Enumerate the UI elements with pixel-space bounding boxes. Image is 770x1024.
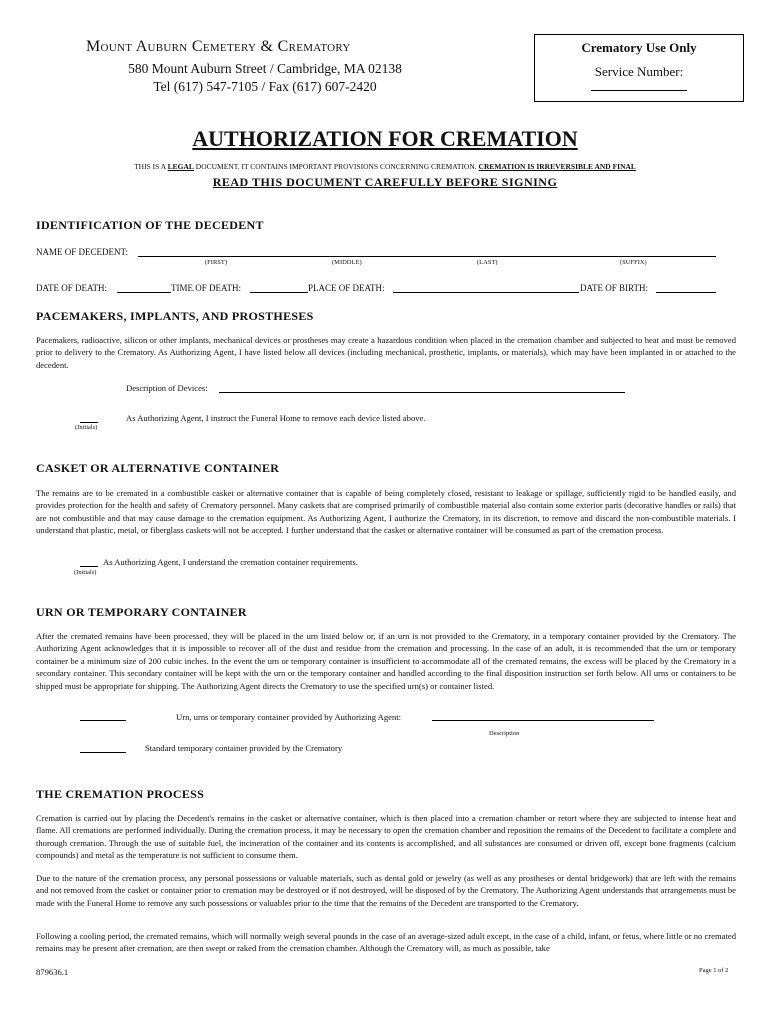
urn-option1-text: Urn, urns or temporary container provided by Authorizing Agent: <box>176 712 402 722</box>
warning-irreversible: CREMATION IS IRREVERSIBLE AND FINAL <box>478 162 636 171</box>
casket-heading: CASKET OR ALTERNATIVE CONTAINER <box>36 461 280 475</box>
identification-heading: IDENTIFICATION OF THE DECEDENT <box>36 218 264 232</box>
pacemakers-heading: PACEMAKERS, IMPLANTS, AND PROSTHESES <box>36 309 314 323</box>
pacemakers-instruct-text: As Authorizing Agent, I instruct the Funeral Home to remove each device listed above. <box>126 413 426 423</box>
decedent-name-field[interactable] <box>138 256 716 257</box>
urn-description-label: Description <box>489 730 520 737</box>
time-of-death-field[interactable] <box>250 292 308 293</box>
warning-text-1: THIS IS A <box>134 162 168 171</box>
casket-agree-text: As Authorizing Agent, I understand the cremation container requirements. <box>103 557 358 567</box>
warning-legal: LEGAL <box>167 162 194 171</box>
date-of-death-field[interactable] <box>117 292 171 293</box>
date-of-birth-label: DATE OF BIRTH: <box>580 283 648 293</box>
crematory-use-only-box <box>534 34 744 102</box>
urn-heading: URN OR TEMPORARY CONTAINER <box>36 605 247 619</box>
process-para-2: Due to the nature of the cremation process, any personal possessions or valuable materials, such as dental gold or jewelry (as well as any prostheses or dental bridgework) that are left with the remains and not removed from the casket or container prior to cremation may be destroyed or if not destroyed, will be disposed of by the Crematory. The Authorizing Agent understands that arrangements must be made with the Funeral Home to remove any such possessions or valuables prior to the time that the remains of the Decedent are transported to the Crematory. <box>36 873 736 908</box>
document-number: 879636.1 <box>36 967 69 977</box>
date-of-death-label: DATE OF DEATH: <box>36 283 107 293</box>
casket-initials-label: (Initials) <box>74 569 97 576</box>
urn-option2-text: Standard temporary container provided by the Crematory <box>145 743 343 753</box>
casket-body: The remains are to be cremated in a combustible casket or alternative container that is capable of being completely closed, resistant to leakage or spillage, sufficiently rigid to be handled easily, and provides protection for the health and safety of Crematory personnel. Many caskets that are comprised primarily of combustible material also contain some exterior parts (decorative handles or rails) that are not combustible and that may cause damage to the cremation equipment. As Authorizing Agent, I authorize the Crematory, in its discretion, to remove and discard the non-combustible materials. I understand that plastic, metal, or fiberglass caskets will not be accepted. I further understand that the casket or alternative container will be consumed as part of the cremation process. <box>36 488 736 536</box>
urn-option2-check[interactable] <box>80 752 126 753</box>
place-of-death-field[interactable] <box>393 292 579 293</box>
place-of-death-label: PLACE OF DEATH: <box>308 283 385 293</box>
name-part-middle: (MIDDLE) <box>332 259 362 266</box>
organization-name: Mount Auburn Cemetery & Crematory <box>86 38 351 55</box>
decedent-name-label: NAME OF DECEDENT: <box>36 247 129 257</box>
devices-description-field[interactable] <box>219 392 625 393</box>
urn-body: After the cremated remains have been processed, they will be placed in the urn listed below or, if an urn is not provided to the Crematory, in a temporary container provided by the Crematory. The Authorizing Agent acknowledges that it is impossible to recover all of the dust and residue from the cremation and processing. In the case of an adult, it is recommended that the urn or temporary container be a minimum size of 200 cubic inches. In the event the urn or temporary container is insufficient to accommodate all of the cremated remains, the excess will be placed by the Crematory in a secondary container. This secondary container will be kept with the urn or the temporary container and handled according to the final disposition instruction set forth below. All urns or containers to be shipped must be appropriate for shipping. The Authorizing Agent directs the Crematory to use the specified urn(s) or container listed. <box>36 631 736 691</box>
devices-label: Description of Devices: <box>126 383 208 393</box>
pacemakers-initials-label: (Initials) <box>75 424 98 431</box>
name-part-first: (FIRST) <box>205 259 228 266</box>
process-para-1: Cremation is carried out by placing the Decedent's remains in the casket or alternative container, which is then placed into a cremation chamber or retort where they are subjected to intense heat and flame. All cremations are performed individually. During the cremation process, it may be necessary to open the cremation chamber and reposition the remains of the Decedent to facilitate a complete and thorough cremation. Through the use of suitable fuel, the incineration of the container and its contents is accomplished, and all substances are consumed or driven off, except bone fragments (calcium compounds) and metal as the temperature is not sufficient to consume them. <box>36 813 736 861</box>
casket-initials-field[interactable] <box>80 566 98 567</box>
service-number-field[interactable] <box>591 90 687 91</box>
document-title: AUTHORIZATION FOR CREMATION <box>192 126 578 151</box>
organization-phone: Tel (617) 547-7105 / Fax (617) 607-2420 <box>153 79 377 94</box>
organization-address-block <box>100 60 430 96</box>
pacemakers-initials-field[interactable] <box>80 422 98 423</box>
process-heading: THE CREMATION PROCESS <box>36 787 205 801</box>
process-para-3: Following a cooling period, the cremated remains, which will normally weigh several pounds in the case of an average-sized adult except, in the case of a child, infant, or fetus, where little or no cremated remains may be present after cremation, are then swept or raked from the cremation chamber. Although the Crematory will, as much as possible, take <box>36 931 736 954</box>
service-number-label: Service Number: <box>594 64 684 79</box>
time-of-death-label: TIME OF DEATH: <box>171 283 241 293</box>
name-part-last: (LAST) <box>477 259 498 266</box>
pacemakers-body: Pacemakers, radioactive, silicon or other implants, mechanical devices or prostheses may create a hazardous condition when placed in the cremation chamber and subjected to heat and must be removed prior to delivery to the Crematory. As Authorizing Agent, I have listed below all devices (including mechanical, prosthetic, implants, or materials), which may have been implanted in or attached to the decedent. <box>36 335 736 370</box>
crematory-use-only-title: Crematory Use Only <box>581 40 697 55</box>
urn-option1-check[interactable] <box>80 720 126 721</box>
organization-address: 580 Mount Auburn Street / Cambridge, MA 02138 <box>128 61 402 76</box>
read-carefully-notice: READ THIS DOCUMENT CAREFULLY BEFORE SIGNING <box>212 175 558 189</box>
legal-warning <box>0 162 770 171</box>
urn-description-field[interactable] <box>432 720 654 721</box>
name-part-suffix: (SUFFIX) <box>620 259 647 266</box>
date-of-birth-field[interactable] <box>656 292 716 293</box>
warning-text-2: DOCUMENT. IT CONTAINS IMPORTANT PROVISIONS CONCERNING CREMATION. <box>193 162 479 171</box>
page-number: Page 1 of 2 <box>699 967 729 974</box>
